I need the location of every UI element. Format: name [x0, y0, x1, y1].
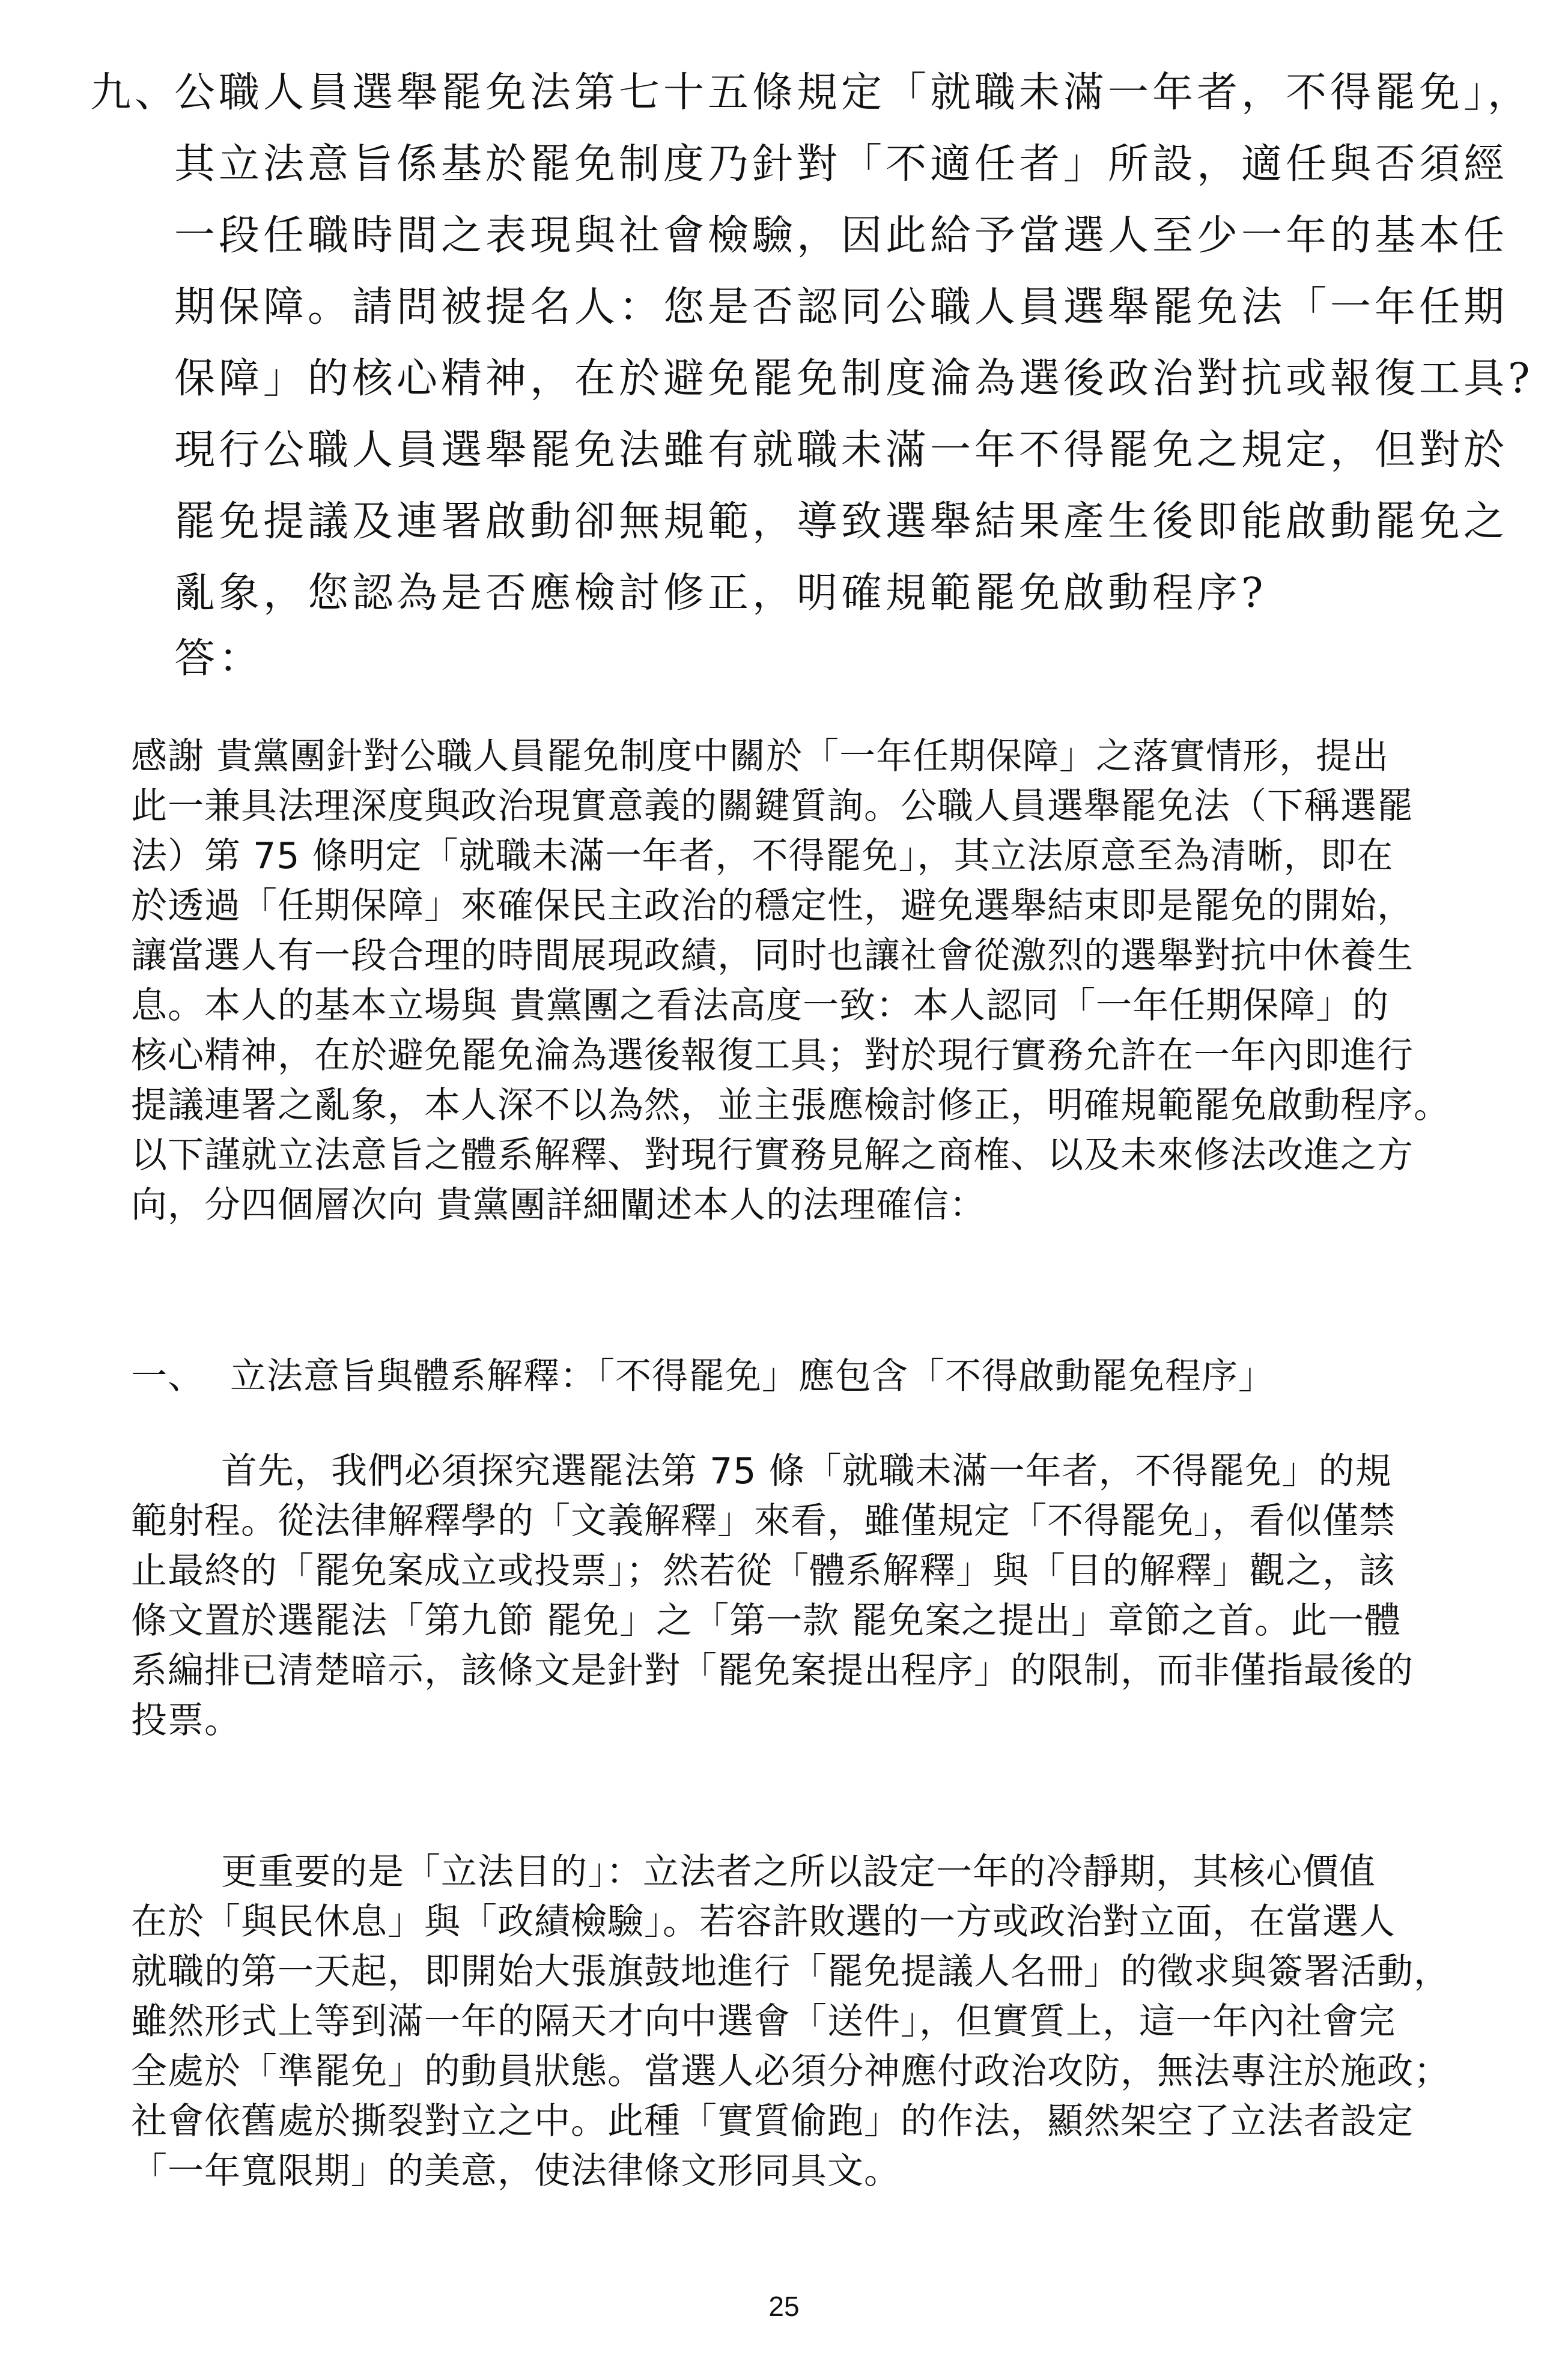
text-line: 在於「與民休息」與「政績檢驗」。若容許敗選的一方或政治對立面，在當選人 [131, 1901, 1396, 1943]
question-block [90, 57, 1534, 629]
text-line: 向，分四個層次向 貴黨團詳細闡述本人的法理確信： [131, 1184, 986, 1226]
question-text-line: 其立法意旨係基於罷免制度乃針對「不適任者」所設，適任與否須經 [174, 141, 1509, 188]
question-text-line: 亂象，您認為是否應檢討修正，明確規範罷免啟動程序? [174, 570, 1267, 617]
answer-intro-paragraph [131, 732, 1453, 1230]
text-line: 止最終的「罷免案成立或投票」；然若從「體系解釋」與「目的解釋」觀之，該 [131, 1550, 1396, 1592]
paragraph-one [131, 1447, 1453, 1746]
question-text-line: 公職人員選舉罷免法第七十五條規定「就職未滿一年者，不得罷免」， [174, 69, 1533, 117]
question-line [90, 272, 1508, 343]
text-line: 核心精神，在於避免罷免淪為選後報復工具；對於現行實務允許在一年內即進行 [131, 1035, 1414, 1077]
text-line: 讓當選人有一段合理的時間展現政績，同时也讓社會從激烈的選舉對抗中休養生 [131, 935, 1414, 977]
question-line [90, 200, 1508, 272]
text-line: 提議連署之亂象，本人深不以為然，並主張應檢討修正，明確規範罷免啟動程序。 [131, 1084, 1450, 1126]
question-line [90, 57, 1533, 129]
question-text-line: 期保障。請問被提名人：您是否認同公職人員選舉罷免法「一年任期 [174, 284, 1509, 331]
text-line: 首先，我們必須探究選罷法第 75 條「就職未滿一年者，不得罷免」的規 [221, 1450, 1392, 1492]
text-line: 法）第 75 條明定「就職未滿一年者，不得罷免」，其立法原意至為清晰，即在 [131, 835, 1394, 877]
text-line: 「一年寬限期」的美意，使法律條文形同具文。 [131, 2150, 901, 2192]
text-line: 感謝 貴黨團針對公職人員罷免制度中關於「一年任期保障」之落實情形，提出 [131, 735, 1390, 777]
question-line [90, 558, 1508, 629]
text-line: 於透過「任期保障」來確保民主政治的穩定性，避免選舉結束即是罷免的開始， [131, 885, 1414, 927]
question-line [90, 343, 1534, 415]
text-line: 此一兼具法理深度與政治現實意義的關鍵質詢。公職人員選舉罷免法（下稱選罷 [131, 785, 1414, 827]
answer-label: 答： [174, 635, 264, 682]
text-line: 全處於「準罷免」的動員狀態。當選人必須分神應付政治攻防，無法專注於施政； [131, 2050, 1450, 2092]
question-line [90, 415, 1508, 486]
section-number: 一、 [131, 1355, 204, 1397]
question-line [90, 486, 1508, 558]
text-line: 就職的第一天起，即開始大張旗鼓地進行「罷免提議人名冊」的徵求與簽署活動， [131, 1951, 1450, 1993]
text-line: 系編排已清楚暗示，該條文是針對「罷免案提出程序」的限制，而非僅指最後的 [131, 1650, 1414, 1692]
question-text-line: 罷免提議及連署啟動卻無規範，導致選舉結果產生後即能啟動罷免之 [174, 498, 1509, 545]
text-line: 雖然形式上等到滿一年的隔天才向中選會「送件」，但實質上，這一年內社會完 [131, 2001, 1396, 2043]
text-line: 以下謹就立法意旨之體系解釋、對現行實務見解之商榷、以及未來修法改進之方 [131, 1134, 1414, 1176]
question-text-line: 一段任職時間之表現與社會檢驗，因此給予當選人至少一年的基本任 [174, 212, 1509, 260]
paragraph-two [131, 1847, 1453, 2196]
question-number: 九、 [90, 69, 180, 117]
text-line: 範射程。從法律解釋學的「文義解釋」來看，雖僅規定「不得罷免」，看似僅禁 [131, 1500, 1396, 1542]
question-line [90, 129, 1508, 200]
text-line: 社會依舊處於撕裂對立之中。此種「實質偷跑」的作法，顯然架空了立法者設定 [131, 2100, 1414, 2142]
section-title: 立法意旨與體系解釋：「不得罷免」應包含「不得啟動罷免程序」 [230, 1355, 1275, 1397]
question-text-line: 保障」的核心精神，在於避免罷免制度淪為選後政治對抗或報復工具? [174, 355, 1534, 403]
page-number: 25 [768, 2291, 800, 2322]
section-heading [131, 1352, 1453, 1402]
text-line: 投票。 [131, 1700, 241, 1742]
text-line: 條文置於選罷法「第九節 罷免」之「第一款 罷免案之提出」章節之首。此一體 [131, 1600, 1402, 1642]
text-line: 更重要的是「立法目的」：立法者之所以設定一年的冷靜期，其核心價值 [221, 1851, 1376, 1893]
question-text-line: 現行公職人員選舉罷免法雖有就職未滿一年不得罷免之規定，但對於 [174, 427, 1509, 474]
text-line: 息。本人的基本立場與 貴黨團之看法高度一致：本人認同「一年任期保障」的 [131, 985, 1390, 1027]
